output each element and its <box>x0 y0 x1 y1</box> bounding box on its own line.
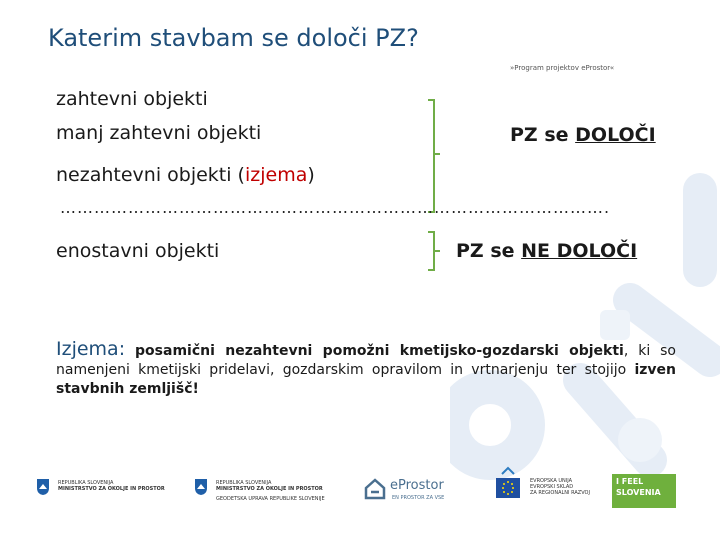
res2-prefix: PZ se <box>456 240 522 262</box>
program-subtitle: »Program projektov eProstor« <box>510 64 615 72</box>
eu-line1: EVROPSKA UNIJA <box>530 478 573 484</box>
exception-note <box>56 340 676 399</box>
item-nezahtevni-objekti <box>56 164 315 186</box>
eu-line3: ZA REGIONALNI RAZVOJ <box>530 490 590 496</box>
logo1-line2: MINISTRSTVO ZA OKOLJE IN PROSTOR <box>58 486 165 492</box>
logo2-line3: GEODETSKA UPRAVA REPUBLIKE SLOVENIJE <box>216 496 325 502</box>
footer-logos <box>0 468 720 518</box>
res1-emphasis: DOLOČI <box>575 124 656 146</box>
eprostor-tagline: EN PROSTOR ZA VSE <box>392 495 445 501</box>
result-doloci <box>510 124 656 146</box>
eu-line2: EVROPSKI SKLAD <box>530 484 574 490</box>
logo-mop <box>36 478 165 500</box>
item3-izjema: izjema <box>244 164 308 186</box>
logo-eprostor <box>364 478 445 504</box>
eprostor-name: eProstor <box>390 478 444 493</box>
dotted-divider: ……………………………………………………………………………………. <box>60 198 611 217</box>
note-bold-text: posamični nezahtevni pomožni kmetijsko-gozdarski objekti <box>135 343 624 359</box>
page-title: Katerim stavbam se določi PZ? <box>48 24 419 52</box>
note-text: , ki so namenjeni kmetijski pridelavi, gozdarskim opravilom in vrtnarjenju ter stojijo <box>56 343 676 378</box>
coat-of-arms-icon <box>36 478 50 496</box>
partner-mark-icon <box>500 466 520 476</box>
eprostor-house-icon <box>364 478 386 500</box>
item3-suffix: ) <box>307 164 315 186</box>
ifeel-line2: SLOVENIA <box>616 488 661 497</box>
res2-emphasis: NE DOLOČI <box>521 240 638 262</box>
logo2-line1: REPUBLIKA SLOVENIJA <box>216 480 272 486</box>
item3-prefix: nezahtevni objekti ( <box>56 164 245 186</box>
res1-prefix: PZ se <box>510 124 576 146</box>
note-label: Izjema: <box>56 338 126 360</box>
coat-of-arms-icon <box>194 478 208 496</box>
note-bold-end: izven stavbnih zemljišč! <box>56 362 676 397</box>
result-ne-doloci <box>456 240 637 262</box>
item-zahtevni-objekti: zahtevni objekti <box>56 88 208 110</box>
logo-gurs <box>194 478 325 502</box>
logo1-line1: REPUBLIKA SLOVENIJA <box>58 480 114 486</box>
logo2-line2: MINISTRSTVO ZA OKOLJE IN PROSTOR <box>216 486 323 492</box>
logo-eu <box>496 476 590 504</box>
logo-i-feel-slovenia <box>612 474 676 508</box>
bracket-graphic <box>420 96 450 276</box>
ifeel-line1: I FEEL <box>616 477 644 486</box>
eu-flag-icon <box>496 476 520 500</box>
item-enostavni-objekti: enostavni objekti <box>56 240 220 262</box>
item-manj-zahtevni-objekti: manj zahtevni objekti <box>56 122 262 144</box>
